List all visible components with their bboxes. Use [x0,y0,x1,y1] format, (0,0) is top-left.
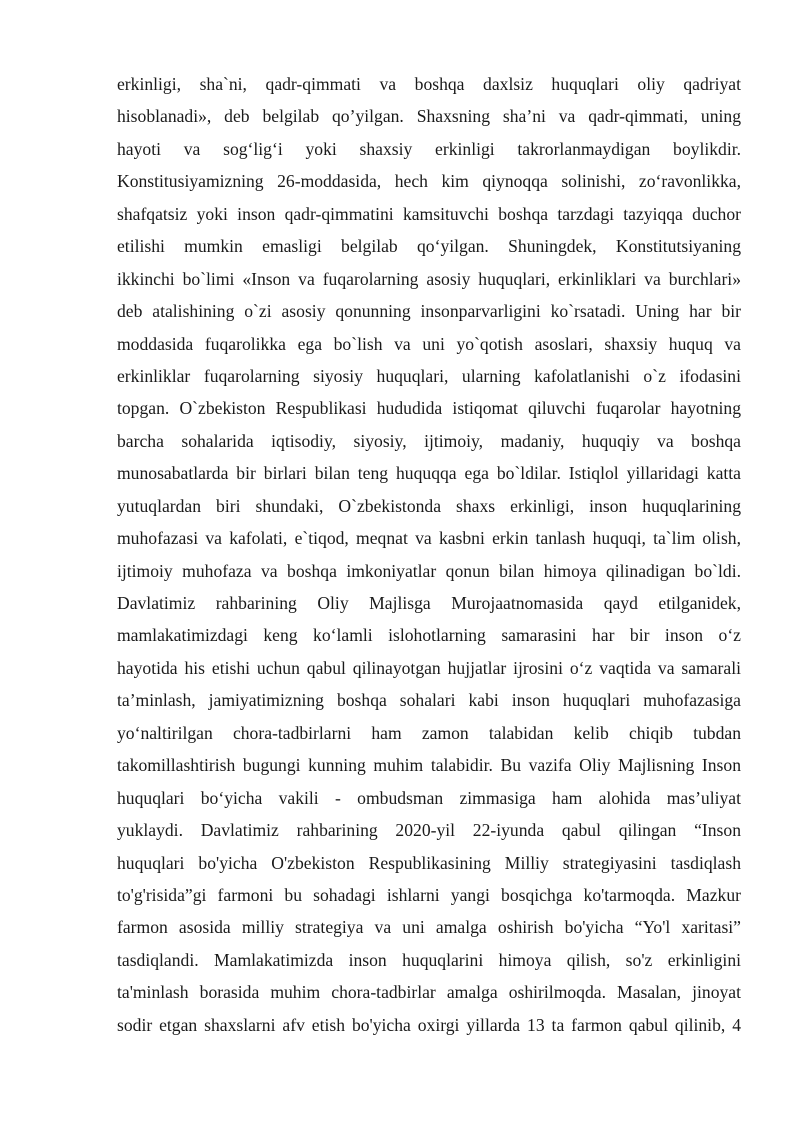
text-line: etilishi mumkin emasligi belgilab qo‘yilgan. Shuningdek, Konstitutsiyaning [117,236,741,257]
text-line: erkinliklar fuqarolarning siyosiy huquqlari, ularning kafolatlanishi o`z ifodasini [117,365,741,386]
text-line: ikkinchi bo`limi «Inson va fuqarolarning asosiy huquqlari, erkinliklari va burchlari» [117,268,741,289]
text-line: tasdiqlandi. Mamlakatimizda inson huquqlarini himoya qilish, so'z erkinligini [117,949,741,970]
text-line: takomillashtirish bugungi kunning muhim talabidir. Bu vazifa Oliy Majlisning Inson [117,755,741,776]
text-line: deb atalishining o`zi asosiy qonunning insonparvarligini ko`rsatadi. Uning har bir [117,301,741,322]
text-line: ijtimoiy muhofaza va boshqa imkoniyatlar qonun bilan himoya qilinadigan bo`ldi. [117,560,741,581]
text-line: moddasida fuqarolikka ega bo`lish va uni yo`qotish asoslari, shaxsiy huquq va [117,333,741,354]
text-line: ta'minlash borasida muhim chora-tadbirlar amalga oshirilmoqda. Masalan, jinoyat [117,982,741,1003]
text-line: erkinligi, sha`ni, qadr-qimmati va boshqa daxlsiz huquqlari oliy qadriyat [117,74,741,94]
body-paragraph [117,68,741,1041]
text-line: to'g'risida”gi farmoni bu sohadagi ishlarni yangi bosqichga ko'tarmoqda. Mazkur [117,884,741,905]
text-line: sodir etgan shaxslarni afv etish bo'yicha oxirgi yillarda 13 ta farmon qabul qilinib, 4 [117,1014,741,1035]
text-line: muhofazasi va kafolati, e`tiqod, meqnat va kasbni erkin tanlash huquqi, ta`lim olish, [117,528,741,549]
text-line: huquqlari bo'yicha O'zbekiston Respublikasining Milliy strategiyasini tasdiqlash [117,852,741,873]
text-line: shafqatsiz yoki inson qadr-qimmatini kamsituvchi boshqa tarzdagi tazyiqqa duchor [117,203,741,224]
text-line: yo‘naltirilgan chora-tadbirlarni ham zamon talabidan kelib chiqib tubdan [117,722,741,743]
text-line: mamlakatimizdagi keng ko‘lamli islohotlarning samarasini har bir inson o‘z [117,625,741,646]
text-line: hisoblanadi», deb belgilab qo’yilgan. Shaxsning sha’ni va qadr-qimmati, uning [117,106,741,127]
text-line: farmon asosida milliy strategiya va uni amalga oshirish bo'yicha “Yo'l xaritasi” [117,917,741,938]
text-line: huquqlari bo‘yicha vakili - ombudsman zimmasiga ham alohida mas’uliyat [117,787,741,808]
text-line: munosabatlarda bir birlari bilan teng huquqqa ega bo`ldilar. Istiqlol yillaridagi katta [117,463,741,484]
text-line: Konstitusiyamizning 26-moddasida, hech kim qiynoqqa solinishi, zo‘ravonlikka, [117,171,741,192]
text-line: topgan. O`zbekiston Respublikasi hududida istiqomat qiluvchi fuqarolar hayotning [117,398,741,419]
text-line: barcha sohalarida iqtisodiy, siyosiy, ijtimoiy, madaniy, huquqiy va boshqa [117,430,741,451]
text-line: yuklaydi. Davlatimiz rahbarining 2020-yil 22-iyunda qabul qilingan “Inson [117,820,741,841]
text-line: yutuqlardan biri shundaki, O`zbekistonda shaxs erkinligi, inson huquqlarining [117,495,741,516]
text-line: hayotida his etishi uchun qabul qilinayotgan hujjatlar ijrosini o‘z vaqtida va samarali [117,657,741,678]
text-line: ta’minlash, jamiyatimizning boshqa sohalari kabi inson huquqlari muhofazasiga [117,690,741,711]
text-line: Davlatimiz rahbarining Oliy Majlisga Murojaatnomasida qayd etilganidek, [117,593,741,613]
text-line: hayoti va sog‘lig‘i yoki shaxsiy erkinligi takrorlanmaydigan boylikdir. [117,138,741,159]
